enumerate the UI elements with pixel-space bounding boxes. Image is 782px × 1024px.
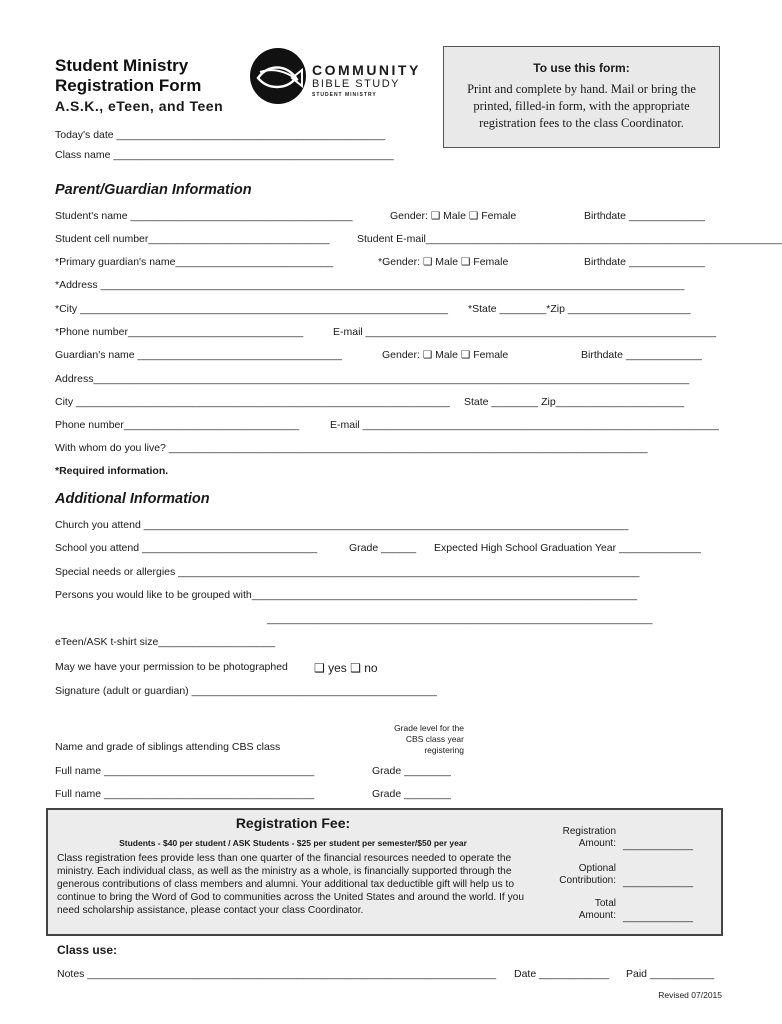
additional-info-heading: Additional Information <box>55 491 210 507</box>
logo-community: COMMUNITY <box>312 62 421 78</box>
special-needs-field[interactable]: Special needs or allergies _______________________________________________________________________________ <box>55 566 640 578</box>
graduation-year-field[interactable]: Expected High School Graduation Year ______________ <box>434 542 701 554</box>
registration-fee-box <box>46 808 723 936</box>
sibling-full-name-1[interactable]: Full name ____________________________________ <box>55 765 315 777</box>
phone-field-1[interactable]: *Phone number______________________________ <box>55 326 304 338</box>
guardian-birthdate-field[interactable]: Birthdate _____________ <box>581 349 702 361</box>
parent-guardian-heading: Parent/Guardian Information <box>55 182 252 198</box>
optional-contribution-label-2: Contribution: <box>559 875 616 886</box>
primary-guardian-field[interactable]: *Primary guardian's name___________________________ <box>55 256 334 268</box>
state-zip-field-1[interactable]: *State ________*Zip _____________________ <box>468 303 691 315</box>
grade-level-note: Grade level for the CBS class year registering <box>394 723 464 755</box>
sibling-full-name-2[interactable]: Full name ____________________________________ <box>55 788 315 800</box>
form-subtitle: A.S.K., eTeen, and Teen <box>55 98 224 114</box>
total-amount-field[interactable]: ____________ <box>623 911 694 923</box>
required-note: *Required information. <box>55 465 169 477</box>
logo-bible-study: BIBLE STUDY <box>312 78 401 90</box>
instructions-box <box>443 46 720 148</box>
grouped-with-field[interactable]: Persons you would like to be grouped with__________________________________________________________________ <box>55 589 638 601</box>
registration-fee-title: Registration Fee: <box>235 815 351 831</box>
total-amount-label-1: Total <box>594 898 616 909</box>
school-field[interactable]: School you attend ______________________________ <box>55 542 318 554</box>
city-field-2[interactable]: City ________________________________________________________________ <box>55 396 450 408</box>
church-field[interactable]: Church you attend ___________________________________________________________________________________ <box>55 519 629 531</box>
form-title-line1: Student Ministry <box>55 56 189 75</box>
class-paid-field[interactable]: Paid ___________ <box>626 968 715 980</box>
primary-guardian-gender-options[interactable]: *Gender: ❑ Male ❑ Female <box>378 256 509 268</box>
registration-fee-rate: Students - $40 per student / ASK Students - $25 per student per semester/$50 per year <box>119 838 467 848</box>
student-email-field[interactable]: Student E-mail_____________________________________________________________ <box>357 233 782 245</box>
class-notes-field[interactable]: Notes ______________________________________________________________________ <box>57 968 497 980</box>
total-amount-label-2: Amount: <box>578 910 616 921</box>
class-use-heading: Class use: <box>57 943 118 957</box>
grouped-with-field-2[interactable]: __________________________________________________________________ <box>267 613 653 625</box>
student-birthdate-field[interactable]: Birthdate _____________ <box>584 210 705 222</box>
instructions-heading: To use this form: <box>533 61 630 75</box>
primary-guardian-birthdate-field[interactable]: Birthdate _____________ <box>584 256 705 268</box>
city-field-1[interactable]: *City _______________________________________________________________ <box>55 303 448 315</box>
student-cell-field[interactable]: Student cell number_______________________________ <box>55 233 330 245</box>
siblings-label: Name and grade of siblings attending CBS class <box>55 741 281 753</box>
fish-logo-icon <box>250 48 306 104</box>
class-name-field[interactable]: Class name ________________________________________________ <box>55 149 394 161</box>
registration-amount-label <box>538 826 616 850</box>
guardian-gender-options[interactable]: Gender: ❑ Male ❑ Female <box>382 349 509 361</box>
student-gender-options[interactable]: Gender: ❑ Male ❑ Female <box>390 210 517 222</box>
sibling-grade-1[interactable]: Grade ________ <box>372 765 451 777</box>
guardian-name-field[interactable]: Guardian's name ___________________________________ <box>55 349 342 361</box>
sibling-grade-2[interactable]: Grade ________ <box>372 788 451 800</box>
optional-contribution-field[interactable]: ____________ <box>623 876 694 888</box>
address-field-1[interactable]: *Address ____________________________________________________________________________________________________ <box>55 279 685 291</box>
class-date-field[interactable]: Date ____________ <box>514 968 610 980</box>
grade-field[interactable]: Grade ______ <box>349 542 417 554</box>
instructions-body: Print and complete by hand. Mail or bring the printed, filled-in form, with the appropriate registration fees to the class Coordinator. <box>467 82 696 130</box>
optional-contribution-label-1: Optional <box>578 863 616 874</box>
form-title-line2: Registration Form <box>55 76 202 95</box>
state-zip-field-2[interactable]: State ________ Zip______________________ <box>464 396 685 408</box>
logo-student-ministry: STUDENT MINISTRY <box>312 92 377 98</box>
live-with-field[interactable]: With whom do you live? __________________________________________________________________________________ <box>55 442 648 454</box>
address-field-2[interactable]: Address______________________________________________________________________________________________________ <box>55 373 690 385</box>
phone-field-2[interactable]: Phone number______________________________ <box>55 419 300 431</box>
registration-amount-label-1: Registration <box>562 826 616 837</box>
todays-date-field[interactable]: Today's date ______________________________________________ <box>55 129 386 141</box>
optional-contribution-label <box>538 863 616 887</box>
signature-field[interactable]: Signature (adult or guardian) __________________________________________ <box>55 685 437 697</box>
total-amount-label <box>538 898 616 922</box>
registration-fee-description: Class registration fees provide less than one quarter of the financial resources needed to operate the ministry. Each individual class, as well as the ministry as a whole, is financially supported through the generous contributions of class members and alumni. Your additional tax deductible gift will help us to continue to bring the Word of God to communities across the United States and around the world. If you need scholarship assistance, please contact your class Coordinator. <box>57 853 524 916</box>
email-field-2[interactable]: E-mail _____________________________________________________________ <box>330 419 719 431</box>
registration-amount-field[interactable]: ____________ <box>623 839 694 851</box>
tshirt-size-field[interactable]: eTeen/ASK t-shirt size____________________ <box>55 636 276 648</box>
photo-permission-label: May we have your permission to be photographed <box>55 661 288 673</box>
student-name-field[interactable]: Student's name ______________________________________ <box>55 210 353 222</box>
revised-date: Revised 07/2015 <box>658 990 722 1000</box>
photo-permission-options[interactable]: ❑ yes ❑ no <box>314 661 378 675</box>
email-field-1[interactable]: E-mail ____________________________________________________________ <box>333 326 717 338</box>
registration-amount-label-2: Amount: <box>578 838 616 849</box>
